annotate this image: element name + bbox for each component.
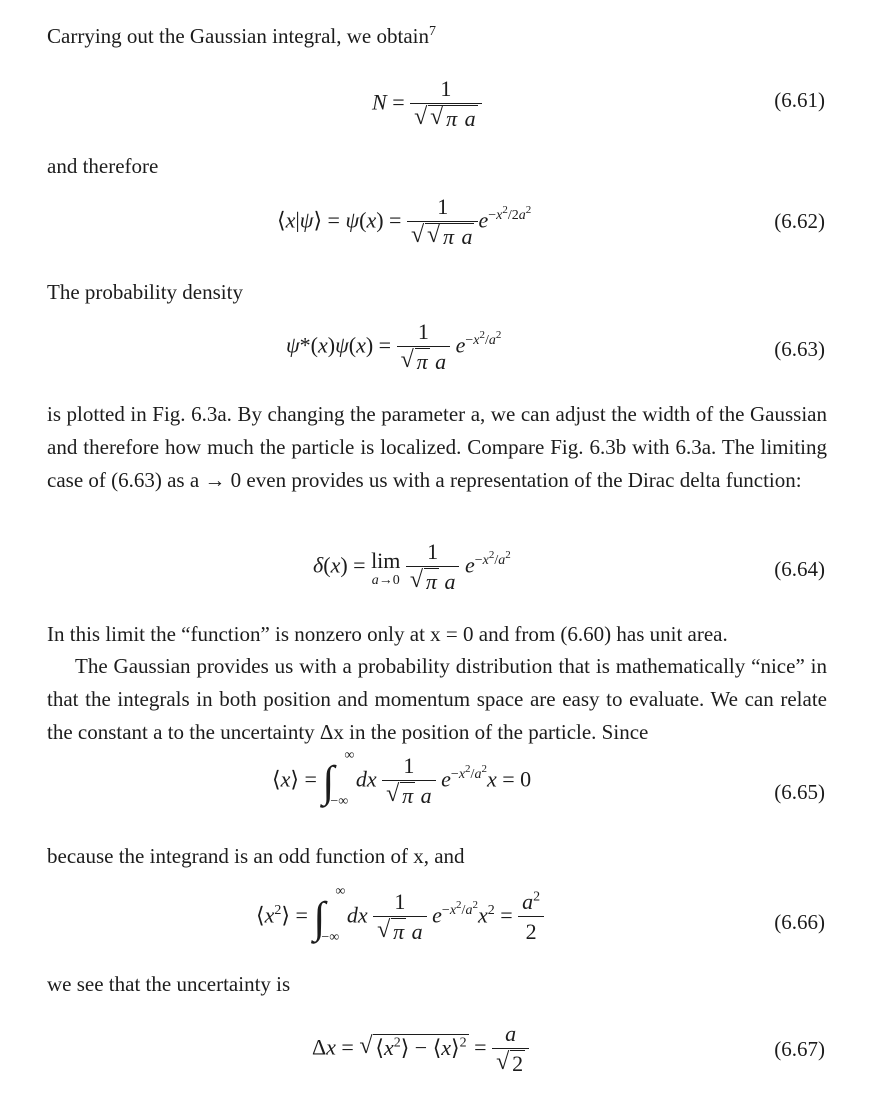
paragraph-intro [47, 20, 827, 53]
paragraph-probability-density: The probability density [47, 280, 243, 304]
equation-6-66: $⟨x^2⟩$ = ∫ ∞ −∞ dx 1 √ π a $e^{-x^2/a^2}x^2$ = $\frac{a^2}{2}$ [256, 888, 544, 947]
intro-text: Carrying out the Gaussian integral, we obtain [47, 24, 429, 48]
footnote-marker: 7 [429, 24, 436, 39]
equation-number-6-65: (6.65) [774, 780, 825, 804]
equation-6-65: ⟨x⟩ = ∫ ∞ −∞ dx 1 √ π a $e^{-x^2/a^2}x = 0$ [272, 752, 531, 811]
equation-6-61: N = 1 √ √ π a [372, 75, 482, 134]
paragraph-gaussian: The Gaussian provides us with a probability distribution that is mathematically “nice” in that the integrals in both position and momentum space are easy to evaluate. We can relate the constant a to the uncertainty Δx in the position of the particle. Since [47, 654, 827, 744]
equation-6-64: δ(x) = lim a→0 1 √ π a $e^{-x^2/a^2}$ [313, 538, 511, 597]
paragraph-odd-function: because the integrand is an odd function of x, and [47, 844, 465, 868]
paragraph-uncertainty: we see that the uncertainty is [47, 972, 291, 996]
equation-number-6-63: (6.63) [774, 337, 825, 361]
equation-number-6-61: (6.61) [774, 88, 825, 112]
equation-number-6-67: (6.67) [774, 1037, 825, 1061]
equation-number-6-64: (6.64) [774, 557, 825, 581]
equation-6-63: ψ*(x)ψ(x) = 1 √ π a $e^{-x^2/a^2}$ [286, 318, 501, 377]
equation-number-6-62: (6.62) [774, 209, 825, 233]
equation-number-6-66: (6.66) [774, 910, 825, 934]
paragraph-plotted: is plotted in Fig. 6.3a. By changing the parameter a, we can adjust the width of the Gaussian and therefore how much the particle is localized. Compare Fig. 6.3b with 6.3a. The limiting case of (6.63) as a → 0 even provides us with a representation of the Dirac delta function: [47, 402, 827, 492]
paragraph-limit: In this limit the “function” is nonzero only at x = 0 and from (6.60) has unit area. [47, 622, 728, 646]
paragraph-and-therefore: and therefore [47, 154, 159, 178]
equation-6-62: ⟨x|ψ⟩ = ψ(x) = 1 √ √ π a $e^{-x^2/2a^2}$ [277, 193, 531, 252]
equation-6-67: Δx = √ $⟨x^2⟩$ − ⟨x⟩$^2$ = a √ 2 [312, 1020, 529, 1079]
